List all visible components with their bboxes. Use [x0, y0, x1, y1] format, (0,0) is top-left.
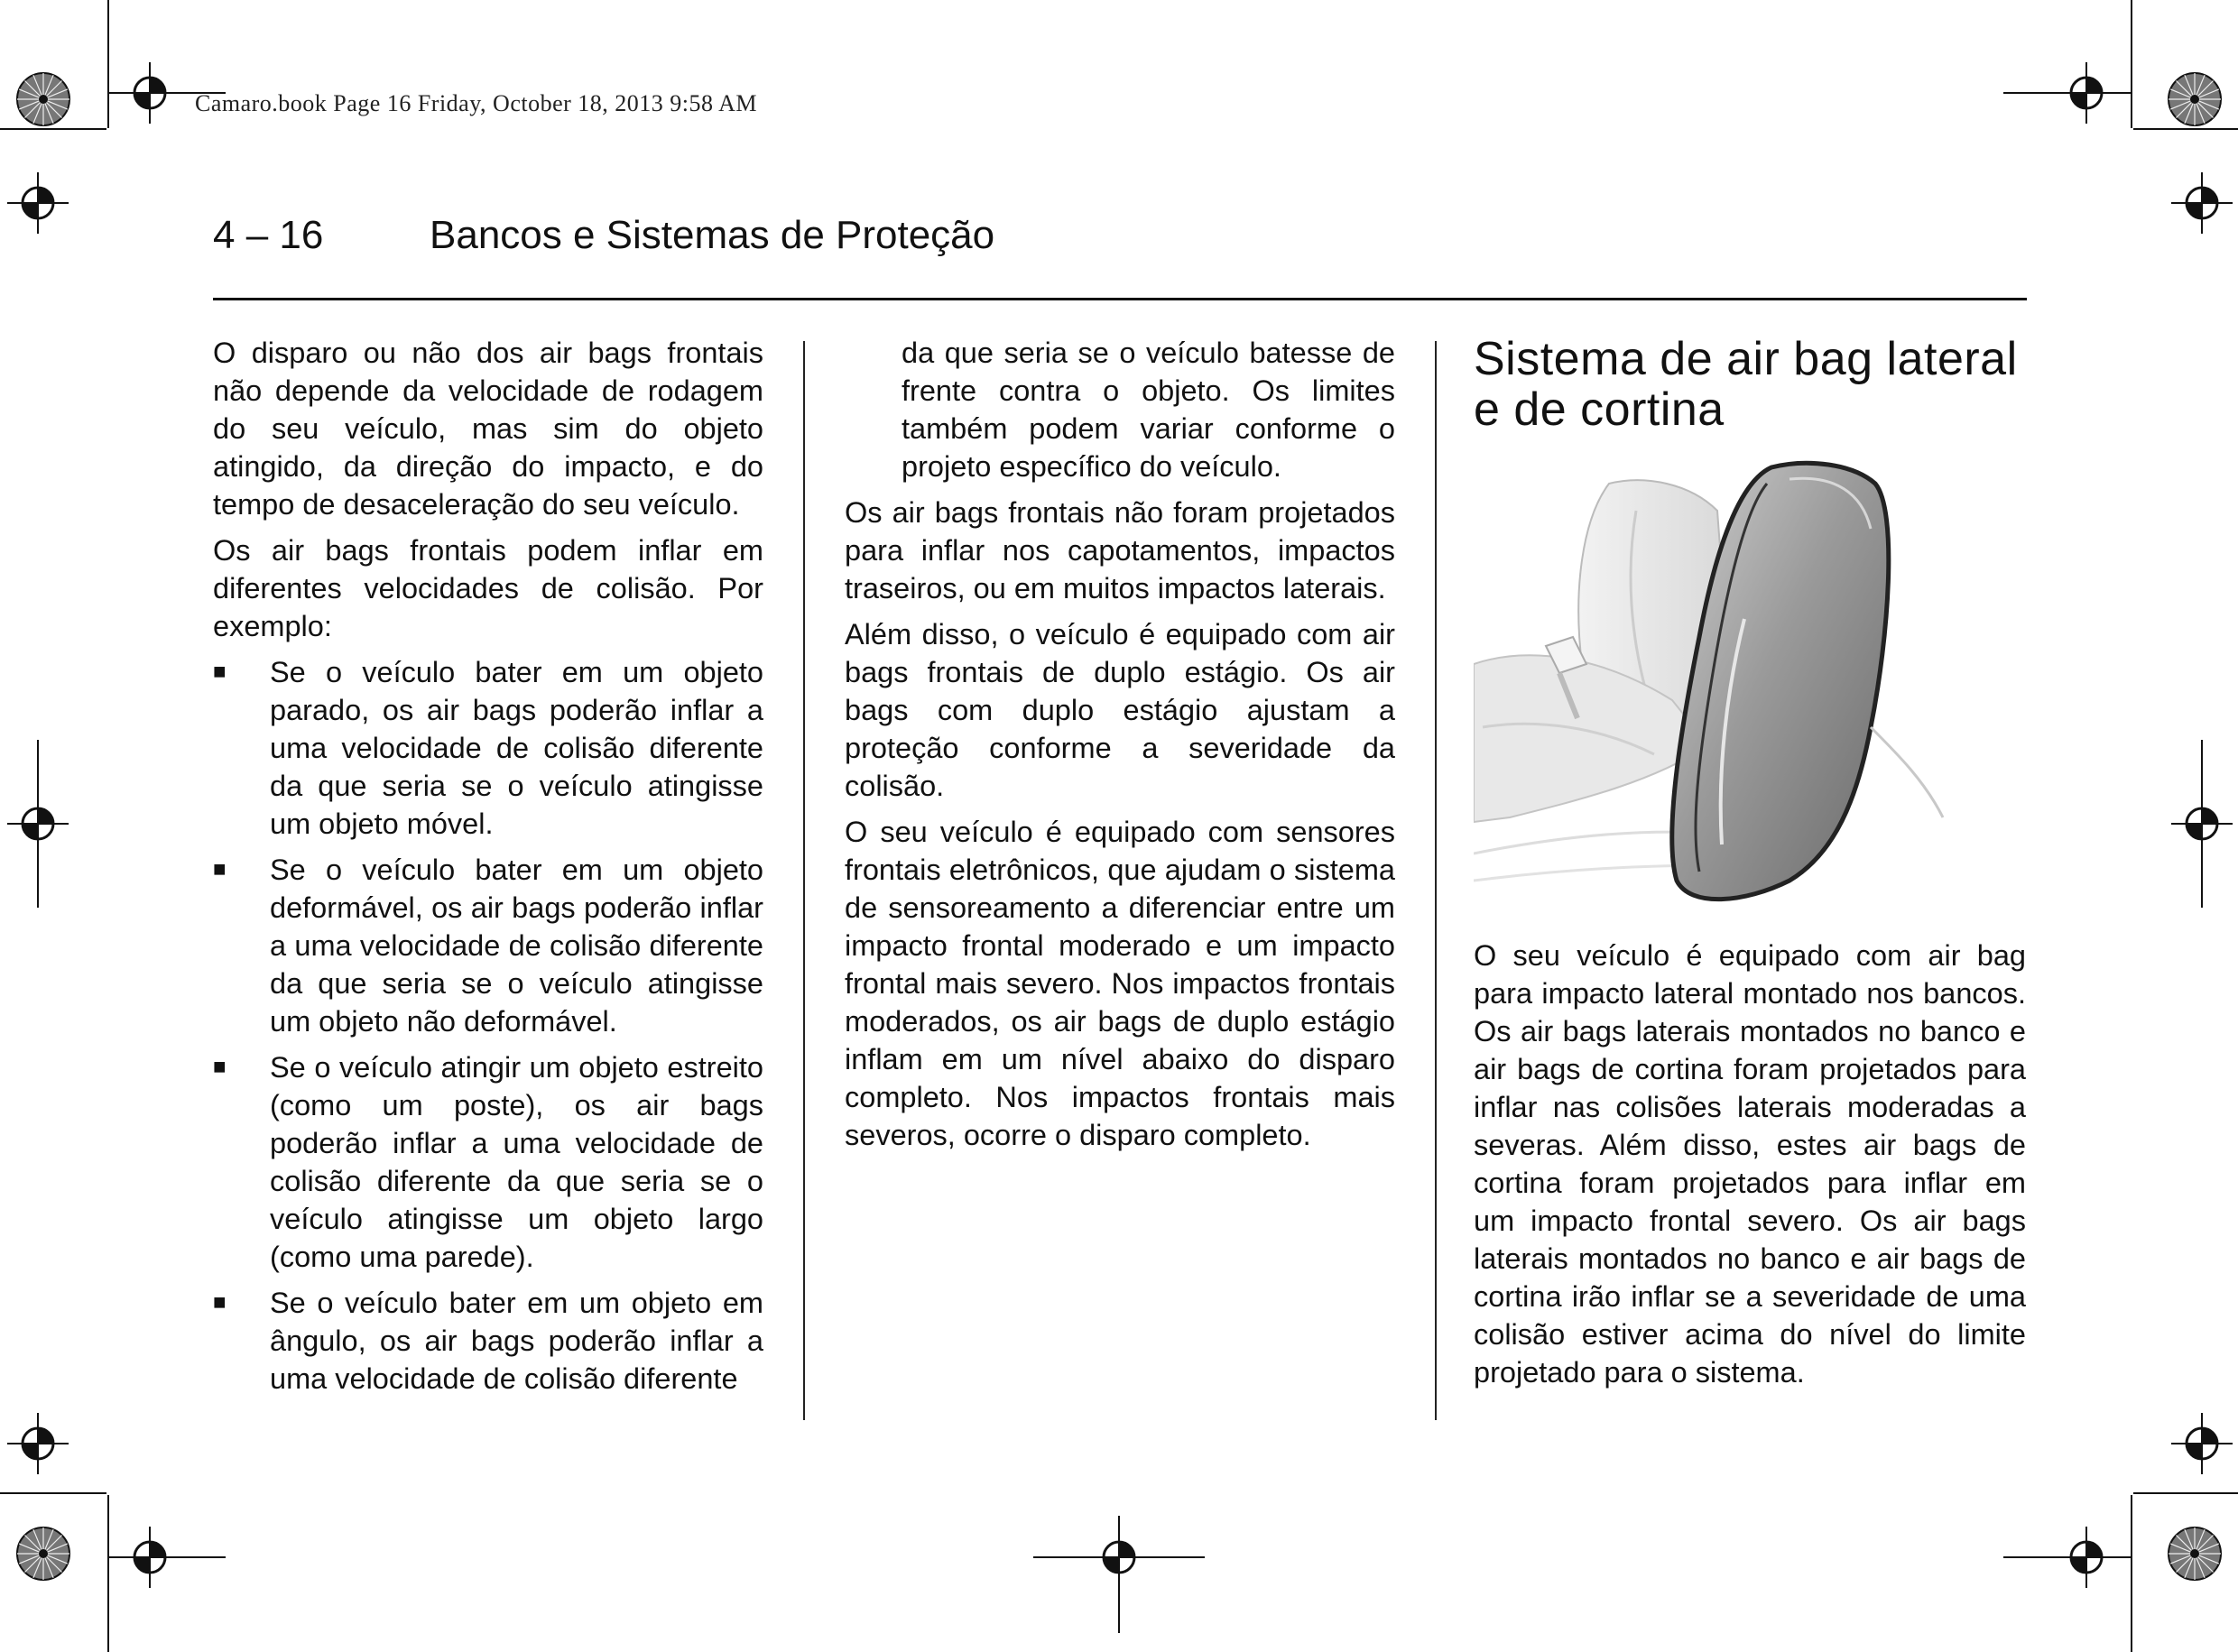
paragraph: O seu veículo é equipado com air bag para impacto lateral montado nos bancos. Os air bags laterais montados no banco e air bags de cortina foram projetados para inflar nas colisões laterais moderadas a severas. Além disso, estes air bags de cortina foram projetados para inflar em um impacto frontal severo. Os air bags laterais montados no banco e air bags de cortina irão inflar se a severidade de uma colisão estiver acima do nível do limite projetado para o sistema.: [1474, 939, 2026, 1389]
column-divider-2: [1435, 341, 1437, 1420]
section-heading: Sistema de air bag lateral e de cortina: [1474, 333, 2018, 436]
seat-side-airbag-illustration: [1474, 457, 1979, 908]
paragraph: O seu veículo é equipado com sensores frontais eletrônicos, que ajudam o sistema de sensoreamento a diferenciar entre um impacto frontal moderado e um impacto frontal mais severo. Nos impactos frontais moderados, os air bags de duplo estágio inflam em um nível abaixo do disparo completo. Nos impactos frontais mais severos, ocorre o disparo completo.: [845, 816, 1395, 1151]
chapter-title: Bancos e Sistemas de Proteção: [430, 213, 995, 257]
paragraph: Os air bags frontais podem inflar em diferentes velocidades de colisão. Por exemplo:: [213, 534, 763, 642]
column-3: [1474, 334, 2026, 1399]
list-item-text: Se o veículo atingir um objeto estreito (como um poste), os air bags poderão inflar a uma velocidade de colisão diferente da que seria se o veículo atingisse um objeto largo (como uma parede).: [270, 1051, 763, 1273]
list-item-text: Se o veículo bater em um objeto deformável, os air bags poderão inflar a uma velocidade de colisão diferente da que seria se o veículo atingisse um objeto não deformável.: [270, 854, 763, 1038]
paragraph: O disparo ou não dos air bags frontais não depende da velocidade de rodagem do seu veículo, mas sim do objeto atingido, da direção do impacto, e do tempo de desaceleração do seu veículo.: [213, 337, 763, 521]
column-divider-1: [803, 341, 805, 1420]
bullet-icon: ■: [213, 660, 227, 684]
bullet-icon: ■: [213, 1055, 227, 1079]
column-1: [213, 334, 763, 1406]
print-slug: Camaro.book Page 16 Friday, October 18, 2013 9:58 AM: [195, 90, 757, 116]
paragraph: Além disso, o veículo é equipado com air bags frontais de duplo estágio. Os air bags com duplo estágio ajustam a proteção conforme a severidade da colisão.: [845, 618, 1395, 802]
list-item: [213, 1048, 763, 1276]
list-item: [213, 653, 763, 843]
column-2: [845, 334, 1395, 1162]
bullet-list: [213, 653, 763, 1398]
page-number: 4 – 16: [213, 213, 324, 257]
list-item: [213, 851, 763, 1040]
list-item: [213, 1284, 763, 1398]
bullet-continuation: da que seria se o veículo batesse de frente contra o objeto. Os limites também podem variar conforme o projeto específico do veículo.: [902, 337, 1395, 483]
list-item-text: Se o veículo bater em um objeto parado, os air bags poderão inflar a uma velocidade de colisão diferente da que seria se o veículo atingisse um objeto móvel.: [270, 656, 763, 840]
list-item-text: Se o veículo bater em um objeto em ângulo, os air bags poderão inflar a uma velocidade de colisão diferente: [270, 1287, 763, 1395]
bullet-icon: ■: [213, 1290, 227, 1315]
header-rule: [213, 298, 2027, 300]
bullet-icon: ■: [213, 857, 227, 881]
paragraph: Os air bags frontais não foram projetados para inflar nos capotamentos, impactos traseiros, ou em muitos impactos laterais.: [845, 496, 1395, 605]
